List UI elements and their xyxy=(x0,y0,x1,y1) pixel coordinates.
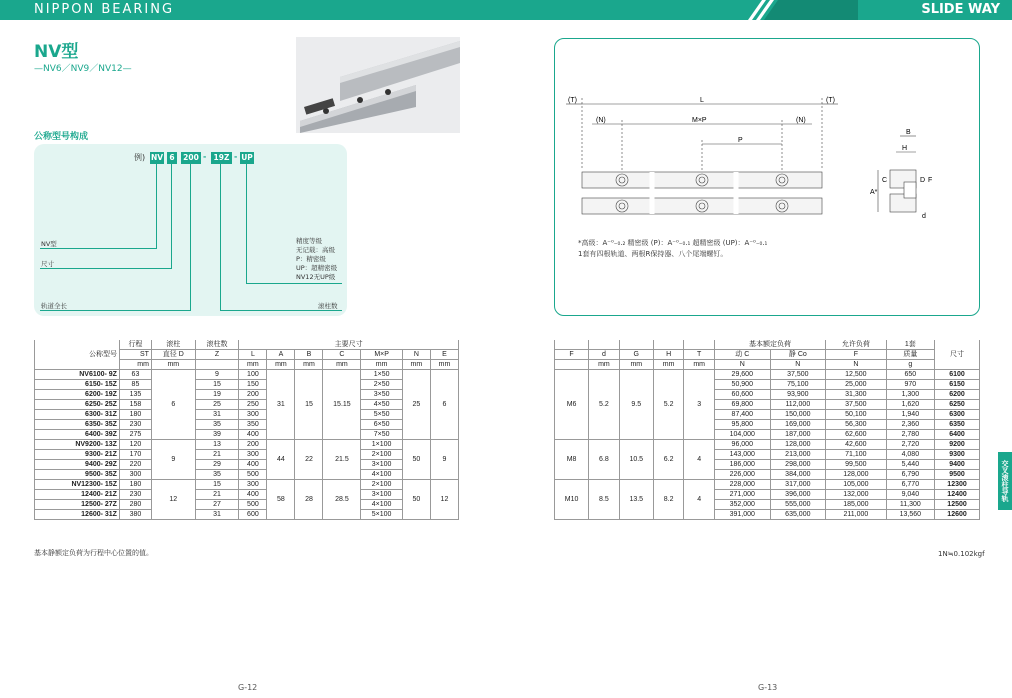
col-stroke: 行程 xyxy=(119,340,151,350)
col-set: 1套 xyxy=(886,340,934,350)
table-cell: 12600- 31Z xyxy=(35,510,120,520)
table-cell: 50 xyxy=(402,480,430,520)
table-cell: 317,000 xyxy=(770,480,826,490)
brand-logo: NIPPON BEARING xyxy=(34,2,175,17)
table-cell: 9500 xyxy=(935,470,980,480)
table-cell: 220 xyxy=(119,460,151,470)
table-cell: 50,100 xyxy=(826,410,887,420)
table-cell: 15 xyxy=(295,370,323,440)
table-cell: 300 xyxy=(119,470,151,480)
table-row xyxy=(35,440,459,450)
table-cell: 143,000 xyxy=(714,450,770,460)
label-precision-grade: 精度等级 无记载：高级 P：精密级 UP：超精密级 NV12无UP级 xyxy=(296,237,338,281)
table-cell: 35 xyxy=(195,470,239,480)
leader-line xyxy=(40,248,157,249)
table-cell: 9500- 35Z xyxy=(35,470,120,480)
dim-l: L xyxy=(700,97,704,104)
table-cell: 6250 xyxy=(935,400,980,410)
table-cell: 21 xyxy=(195,490,239,500)
table-cell: 400 xyxy=(239,430,267,440)
table-cell: 6,770 xyxy=(886,480,934,490)
table-cell: 44 xyxy=(267,440,295,480)
table-cell: 37,500 xyxy=(770,370,826,380)
table-cell: 2×50 xyxy=(361,380,402,390)
page-number-left: G-12 xyxy=(238,683,258,692)
code-part-length: 200 xyxy=(181,152,201,164)
set-note: 1套有四根轨道、两根R保持器、八个尾端螺钉。 xyxy=(578,250,728,258)
table-cell: 12400- 21Z xyxy=(35,490,120,500)
table-cell: 112,000 xyxy=(770,400,826,410)
table-row xyxy=(35,410,459,420)
code-part-nv: NV xyxy=(150,153,164,162)
table-cell: 13.5 xyxy=(619,480,653,520)
table-cell: 9.5 xyxy=(619,370,653,440)
table-cell: 6100 xyxy=(935,370,980,380)
precision-note: *高级：A⁻⁰₋₀.₂ 精密级 (P)：A⁻⁰₋₀.₁ 超精密级 (UP)：A⁻⁰₋₀.₁ xyxy=(578,239,768,247)
table-cell: 400 xyxy=(239,460,267,470)
header-bar xyxy=(0,0,1012,20)
code-dash-2: - xyxy=(234,152,238,161)
table-cell: 13,560 xyxy=(886,510,934,520)
table-row xyxy=(555,440,980,450)
table-cell: 200 xyxy=(239,390,267,400)
table-cell: 6150 xyxy=(935,380,980,390)
col-roller-dia: 滚柱 xyxy=(151,340,195,350)
table-cell: 104,000 xyxy=(714,430,770,440)
table-cell: 96,000 xyxy=(714,440,770,450)
table-cell: 29 xyxy=(195,460,239,470)
dim-a: A* xyxy=(870,189,878,196)
label-size: 尺寸 xyxy=(41,260,54,268)
table-cell: 6250- 25Z xyxy=(35,400,120,410)
leader-line xyxy=(220,164,221,310)
header-stripes xyxy=(748,0,858,20)
table-cell: 5×100 xyxy=(361,510,402,520)
table-cell: 12400 xyxy=(935,490,980,500)
table-cell: 9 xyxy=(430,440,458,480)
table-cell: 2×100 xyxy=(361,450,402,460)
table-cell: 50 xyxy=(402,440,430,480)
table-cell: 169,000 xyxy=(770,420,826,430)
table-cell: 384,000 xyxy=(770,470,826,480)
table-row xyxy=(35,370,459,380)
table-cell: 158 xyxy=(119,400,151,410)
code-dash-1: - xyxy=(203,152,207,161)
table-cell: 3×100 xyxy=(361,490,402,500)
table-cell: 31,300 xyxy=(826,390,887,400)
table-cell: 25 xyxy=(195,400,239,410)
table-cell: 180 xyxy=(119,480,151,490)
section-label: SLIDE WAY xyxy=(921,2,1000,17)
table-cell: 35 xyxy=(195,420,239,430)
table-cell: 380 xyxy=(119,510,151,520)
table-cell: 15.15 xyxy=(323,370,361,440)
table-cell: 6 xyxy=(151,370,195,440)
table-row xyxy=(35,500,459,510)
table-cell: 7×50 xyxy=(361,430,402,440)
table-cell: 25,000 xyxy=(826,380,887,390)
product-photo xyxy=(296,37,460,133)
table-cell: 228,000 xyxy=(714,480,770,490)
table-cell: 28 xyxy=(295,480,323,520)
table-cell: 213,000 xyxy=(770,450,826,460)
table-row xyxy=(35,420,459,430)
leader-line xyxy=(246,164,247,283)
table-cell: 95,800 xyxy=(714,420,770,430)
table-cell: 29,600 xyxy=(714,370,770,380)
table-cell: 230 xyxy=(119,490,151,500)
table-cell: NV12300- 15Z xyxy=(35,480,120,490)
table-cell: 9 xyxy=(195,370,239,380)
table-cell: 600 xyxy=(239,510,267,520)
code-part-size: 6 xyxy=(167,152,177,164)
table-row xyxy=(35,390,459,400)
page-title: NV型 xyxy=(34,42,79,62)
col-allow-load: 允许负荷 xyxy=(826,340,887,350)
table-cell: 93,900 xyxy=(770,390,826,400)
table-cell: 8.2 xyxy=(653,480,684,520)
table-cell: 15 xyxy=(195,480,239,490)
table-row xyxy=(35,450,459,460)
table-cell: 9,040 xyxy=(886,490,934,500)
table-cell: 970 xyxy=(886,380,934,390)
table-cell: 635,000 xyxy=(770,510,826,520)
table-cell: 1,300 xyxy=(886,390,934,400)
table-cell: 5×50 xyxy=(361,410,402,420)
table-cell: 4,080 xyxy=(886,450,934,460)
table-cell: 9 xyxy=(151,440,195,480)
table-cell: 105,000 xyxy=(826,480,887,490)
table-note: 基本静额定负荷为行程中心位置的值。 xyxy=(34,549,153,557)
dim-p: P xyxy=(738,137,743,144)
dim-t-left: (T) xyxy=(568,97,577,104)
table-cell: 180 xyxy=(119,410,151,420)
table-cell: 71,100 xyxy=(826,450,887,460)
table-cell: 85 xyxy=(119,380,151,390)
table-cell: 4×50 xyxy=(361,400,402,410)
table-cell: 350 xyxy=(239,420,267,430)
table-cell: 650 xyxy=(886,370,934,380)
table-cell: 75,100 xyxy=(770,380,826,390)
table-cell: 4 xyxy=(684,440,715,480)
table-row xyxy=(555,370,980,380)
table-cell: 99,500 xyxy=(826,460,887,470)
table-cell: NV6100- 9Z xyxy=(35,370,120,380)
table-cell: 187,000 xyxy=(770,430,826,440)
dim-c: C xyxy=(882,177,888,184)
table-cell: 298,000 xyxy=(770,460,826,470)
table-row xyxy=(35,480,459,490)
table-cell: 1,940 xyxy=(886,410,934,420)
col-roller-count: 滚柱数 xyxy=(195,340,239,350)
table-cell: 500 xyxy=(239,500,267,510)
table-cell: 1,620 xyxy=(886,400,934,410)
table-cell: 128,000 xyxy=(826,470,887,480)
table-cell: 9400 xyxy=(935,460,980,470)
table-row xyxy=(555,480,980,490)
table-cell: 37,500 xyxy=(826,400,887,410)
table-cell: 58 xyxy=(267,480,295,520)
dim-n-right: (N) xyxy=(796,117,806,124)
table-cell: M10 xyxy=(555,480,589,520)
col-model: 公称型号 xyxy=(35,340,120,370)
table-cell: 185,000 xyxy=(826,500,887,510)
table-cell: 39 xyxy=(195,430,239,440)
col-size: 尺寸 xyxy=(935,340,980,370)
dim-n-left: (N) xyxy=(596,117,606,124)
table-cell: 4 xyxy=(684,480,715,520)
table-cell: 10.5 xyxy=(619,440,653,480)
table-cell: 21.5 xyxy=(323,440,361,480)
table-cell: 13 xyxy=(195,440,239,450)
table-cell: 28.5 xyxy=(323,480,361,520)
table-cell: 87,400 xyxy=(714,410,770,420)
leader-line xyxy=(190,164,191,310)
table-cell: 12 xyxy=(430,480,458,520)
table-cell: 2,780 xyxy=(886,430,934,440)
table-cell: 300 xyxy=(239,450,267,460)
table-cell: 300 xyxy=(239,480,267,490)
table-cell: 150,000 xyxy=(770,410,826,420)
table-cell: 9300 xyxy=(935,450,980,460)
table-cell: 5.2 xyxy=(653,370,684,440)
table-row xyxy=(35,430,459,440)
table-cell: 500 xyxy=(239,470,267,480)
table-cell: 230 xyxy=(119,420,151,430)
table-cell: 1×100 xyxy=(361,440,402,450)
table-cell: 21 xyxy=(195,450,239,460)
table-cell: M6 xyxy=(555,370,589,440)
table-cell: 5,440 xyxy=(886,460,934,470)
table-cell: 9300- 21Z xyxy=(35,450,120,460)
col-basic-load: 基本额定负荷 xyxy=(714,340,825,350)
table-cell: 9400- 29Z xyxy=(35,460,120,470)
table-cell: 6350 xyxy=(935,420,980,430)
dim-t-right: (T) xyxy=(826,97,835,104)
table-cell: 275 xyxy=(119,430,151,440)
table-row xyxy=(35,510,459,520)
leader-line xyxy=(246,283,342,284)
dim-b: B xyxy=(906,129,911,136)
table-cell: 25 xyxy=(402,370,430,440)
table-cell: 6,790 xyxy=(886,470,934,480)
table-cell: 12300 xyxy=(935,480,980,490)
table-cell: 2×100 xyxy=(361,480,402,490)
table-cell: 6300- 31Z xyxy=(35,410,120,420)
dim-d: D xyxy=(920,177,926,184)
table-cell: 6350- 35Z xyxy=(35,420,120,430)
table-cell: 150 xyxy=(239,380,267,390)
table-cell: 6300 xyxy=(935,410,980,420)
table-cell: 19 xyxy=(195,390,239,400)
table-cell: 6400- 39Z xyxy=(35,430,120,440)
table-cell: 9200 xyxy=(935,440,980,450)
table-cell: 120 xyxy=(119,440,151,450)
table-row xyxy=(35,380,459,390)
table-cell: 50,900 xyxy=(714,380,770,390)
table-cell: 12 xyxy=(151,480,195,520)
table-cell: NV9200- 13Z xyxy=(35,440,120,450)
table-cell: 3 xyxy=(684,370,715,440)
table-cell: 135 xyxy=(119,390,151,400)
table-cell: 352,000 xyxy=(714,500,770,510)
table-cell: 226,000 xyxy=(714,470,770,480)
leader-line xyxy=(171,164,172,268)
table-cell: 6.8 xyxy=(589,440,620,480)
table-cell: 132,000 xyxy=(826,490,887,500)
table-cell: 69,800 xyxy=(714,400,770,410)
table-cell: 2,360 xyxy=(886,420,934,430)
table-cell: 400 xyxy=(239,490,267,500)
section-heading: 公称型号构成 xyxy=(34,132,89,142)
table-cell: 300 xyxy=(239,410,267,420)
table-cell: 6200- 19Z xyxy=(35,390,120,400)
dimension-table: 公称型号 行程 滚柱 滚柱数 主要尺寸 ST 直径 D Z L A B C M×P N E mm mm mm mm mm mm mm mm mm NV6100- 9Z 63 6 9 100 31 15 15.15 1×50 25 6 6150- 15Z 85 15 150 2×50 6200- 19Z 135 19 200 3×50 6250- 25Z 158 25 250 4×50 6300- 31Z 180 31 300 5×50 6350- 35Z 230 35 350 6×50 6400- 39Z 275 39 400 7×50 NV9200- 13Z 120 9 13 200 44 22 21.5 1×100 50 9 9300- 21Z 170 21 300 2×100 9400- 29Z 220 29 400 3×100 9500- 35Z 300 35 500 4×100 NV12300- 15Z 180 12 15 300 58 28 28.5 2×100 50 12 12400- 21Z 230 21 400 3×100 12500- 27Z 280 27 500 4×100 12600- 31Z 380 31 600 5×100 xyxy=(34,340,459,520)
table-cell: 15 xyxy=(195,380,239,390)
table-cell: 170 xyxy=(119,450,151,460)
table-cell: 1×50 xyxy=(361,370,402,380)
example-label: 例) xyxy=(134,153,146,162)
unit-note: 1N≒0.102kgf xyxy=(938,550,985,558)
label-rail-length: 轨道全长 xyxy=(41,302,67,310)
table-cell: 56,300 xyxy=(826,420,887,430)
table-cell: 6200 xyxy=(935,390,980,400)
table-cell: 31 xyxy=(195,510,239,520)
page-subtitle: —NV6／NV9／NV12— xyxy=(34,64,132,74)
table-cell: 31 xyxy=(195,410,239,420)
col-main-dims: 主要尺寸 xyxy=(239,340,459,350)
leader-line xyxy=(40,268,172,269)
table-cell: M8 xyxy=(555,440,589,480)
table-cell: 8.5 xyxy=(589,480,620,520)
table-cell: 4×100 xyxy=(361,470,402,480)
table-cell: 100 xyxy=(239,370,267,380)
dim-h: H xyxy=(902,145,908,152)
code-part-grade: UP xyxy=(241,153,253,162)
table-cell: 63 xyxy=(119,370,151,380)
table-row xyxy=(35,460,459,470)
page-number-right: G-13 xyxy=(758,683,778,692)
table-cell: 396,000 xyxy=(770,490,826,500)
rail-drawing xyxy=(560,90,976,240)
table-cell: 6 xyxy=(430,370,458,440)
table-cell: 12,500 xyxy=(826,370,887,380)
table-row xyxy=(35,490,459,500)
table-cell: 280 xyxy=(119,500,151,510)
table-cell: 128,000 xyxy=(770,440,826,450)
table-cell: 186,000 xyxy=(714,460,770,470)
table-cell: 11,300 xyxy=(886,500,934,510)
table-cell: 6.2 xyxy=(653,440,684,480)
table-cell: 31 xyxy=(267,370,295,440)
table-cell: 211,000 xyxy=(826,510,887,520)
code-part-count: 19Z xyxy=(211,152,232,164)
table-row xyxy=(35,400,459,410)
table-cell: 6×50 xyxy=(361,420,402,430)
table-cell: 3×100 xyxy=(361,460,402,470)
dim-mxp: M×P xyxy=(692,117,707,124)
table-cell: 62,600 xyxy=(826,430,887,440)
table-cell: 271,000 xyxy=(714,490,770,500)
side-tab[interactable]: 交叉滚柱导轨 xyxy=(998,452,1012,510)
table-cell: 391,000 xyxy=(714,510,770,520)
table-cell: 555,000 xyxy=(770,500,826,510)
dim-d-small: d xyxy=(922,213,926,220)
label-nv-type: NV型 xyxy=(41,240,57,248)
table-cell: 6150- 15Z xyxy=(35,380,120,390)
table-cell: 250 xyxy=(239,400,267,410)
table-cell: 12500 xyxy=(935,500,980,510)
table-cell: 6400 xyxy=(935,430,980,440)
table-cell: 42,600 xyxy=(826,440,887,450)
table-cell: 5.2 xyxy=(589,370,620,440)
table-row xyxy=(35,470,459,480)
table-cell: 3×50 xyxy=(361,390,402,400)
dim-f: F xyxy=(928,177,933,184)
load-table: 基本额定负荷 允许负荷 1套 尺寸 F d G H T 动 C 静 Co F 质量 mm mm mm mm N N N g M6 5.2 9.5 5.2 3 29,600 37,500 12,500 650 6100 50,900 75,100 25,000 970 6150 60,600 93,900 31,300 1,300 6200 69,800 112,000 37,500 1,620 6250 87,400 150,000 50,100 1,940 6300 95,800 169,000 56,300 2,360 6350 104,000 187,000 62,600 2,780 6400 M8 6.8 10.5 6.2 4 96,000 128,000 42,600 2,720 9200 143,000 213,000 71,100 4,080 9300 186,000 298,000 99,500 5,440 9400 226,000 384,000 128,000 6,790 9500 M10 8.5 13.5 8.2 4 228,000 317,000 105,000 6,770 12300 271,000 396,000 132,000 9,040 12400 352,000 555,000 185,000 11,300 12500 391,000 635,000 211,000 13,560 12600 xyxy=(554,340,980,520)
table-cell: 12500- 27Z xyxy=(35,500,120,510)
table-cell: 4×100 xyxy=(361,500,402,510)
table-cell: 60,600 xyxy=(714,390,770,400)
leader-line xyxy=(156,164,157,248)
table-cell: 22 xyxy=(295,440,323,480)
table-cell: 12600 xyxy=(935,510,980,520)
table-cell: 200 xyxy=(239,440,267,450)
table-cell: 27 xyxy=(195,500,239,510)
label-roller-count: 滚柱数 xyxy=(318,302,338,310)
table-cell: 2,720 xyxy=(886,440,934,450)
